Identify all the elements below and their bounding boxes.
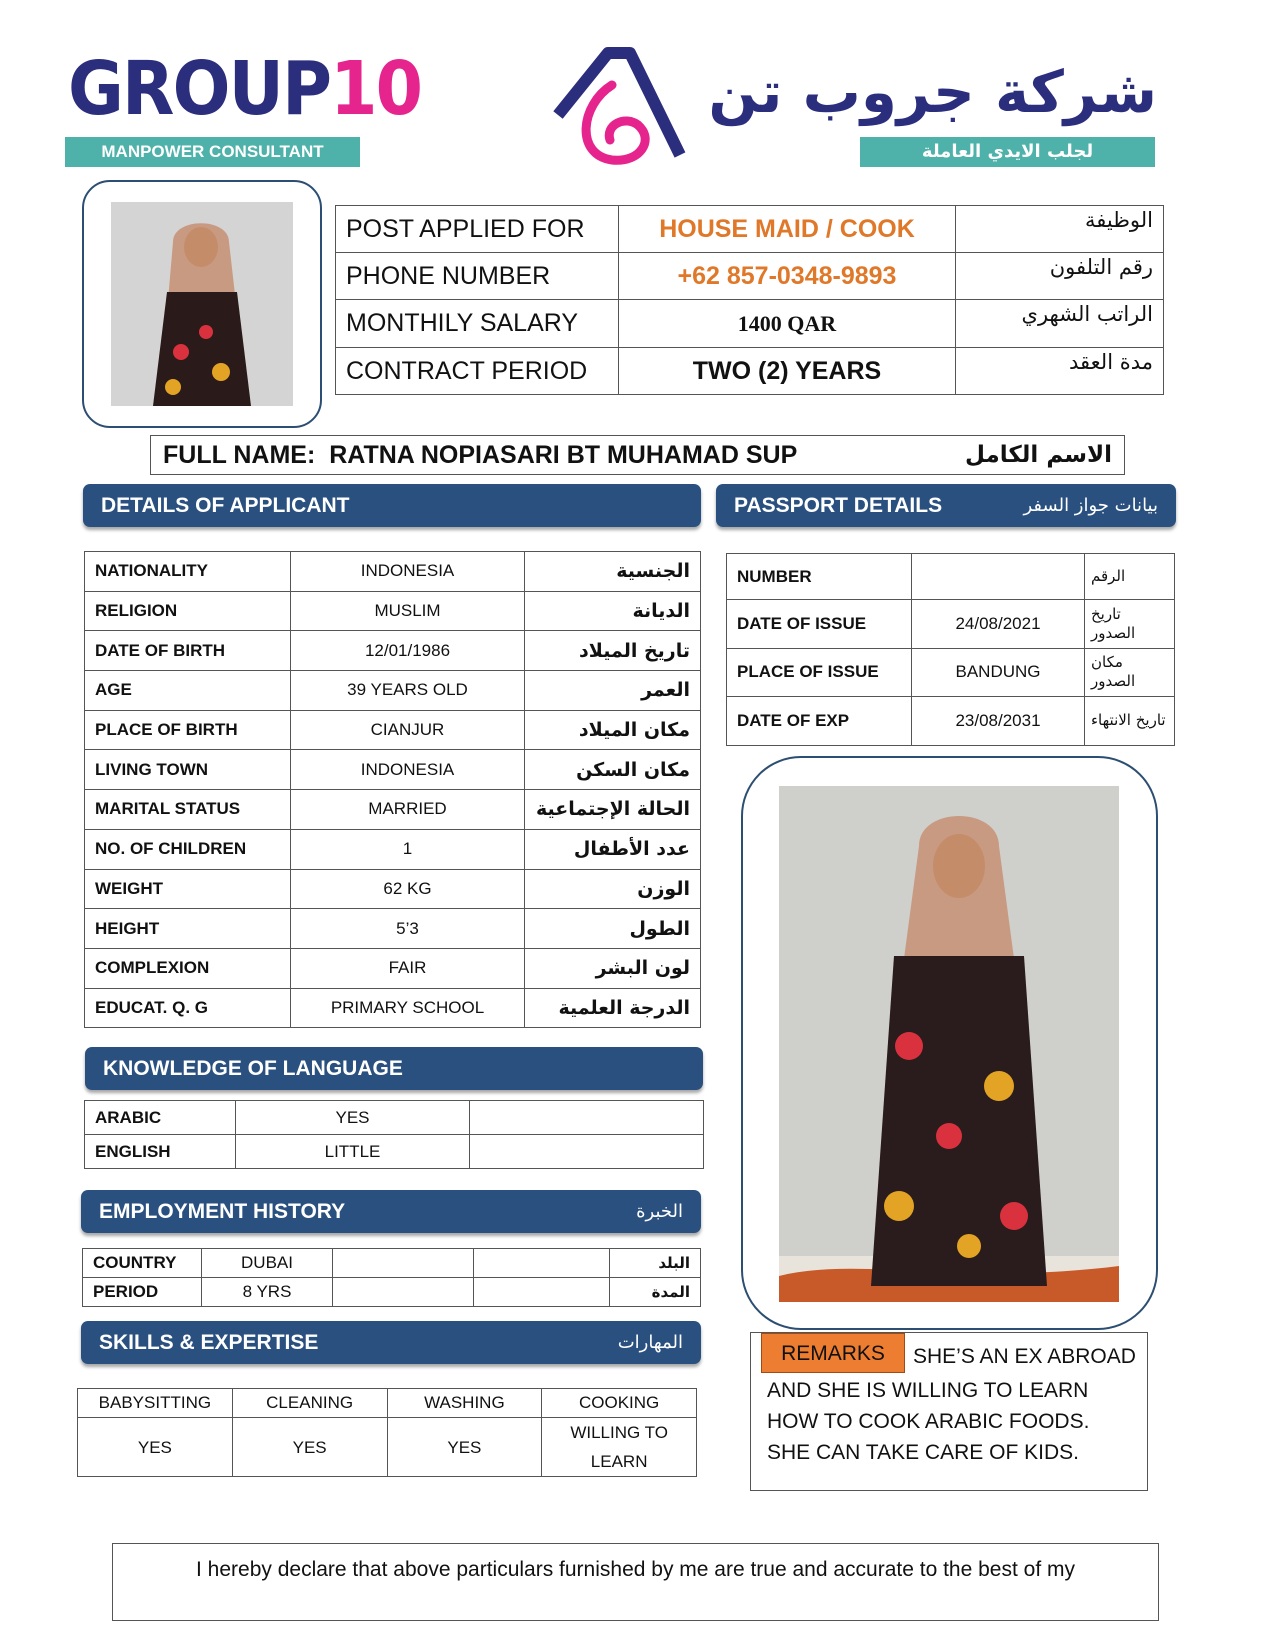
remarks-label: REMARKS: [761, 1333, 905, 1373]
language-title: KNOWLEDGE OF LANGUAGE: [103, 1056, 403, 1080]
details-label-ar: العمر: [525, 671, 701, 711]
details-value: INDONESIA: [291, 552, 525, 592]
post-label: MONTHILY SALARY: [336, 300, 619, 348]
details-value: 39 YEARS OLD: [291, 671, 525, 711]
employment-value: DUBAI: [202, 1249, 333, 1278]
employment-empty-cell: [474, 1278, 610, 1307]
passport-label: DATE OF ISSUE: [727, 600, 912, 649]
details-label: DATE OF BIRTH: [85, 631, 291, 671]
arabic-tagline: لجلب الايدي العاملة: [921, 141, 1094, 162]
post-label-ar: الوظيفة: [956, 206, 1164, 253]
details-row: [85, 631, 701, 671]
full-name-value: RATNA NOPIASARI BT MUHAMAD SUP: [329, 440, 798, 469]
employment-label-ar: البلد: [610, 1249, 701, 1278]
employment-label: COUNTRY: [83, 1249, 202, 1278]
language-empty-cell: [470, 1101, 704, 1135]
passport-label-ar: الرقم: [1085, 554, 1175, 600]
details-label-ar: الجنسية: [525, 552, 701, 592]
details-label-ar: مكان السكن: [525, 750, 701, 790]
passport-label-ar: مكان الصدور: [1085, 648, 1175, 697]
group10-logo: [68, 46, 422, 132]
small-photo-frame: [82, 180, 322, 428]
details-label: HEIGHT: [85, 909, 291, 949]
details-row: [85, 671, 701, 711]
skill-name: COOKING: [542, 1389, 697, 1418]
employment-row: [83, 1249, 701, 1278]
passport-row: [727, 697, 1175, 746]
passport-label: NUMBER: [727, 554, 912, 600]
details-value: FAIR: [291, 948, 525, 988]
employment-label-ar: المدة: [610, 1278, 701, 1307]
logo-text: GROUP: [68, 46, 331, 132]
skills-title: SKILLS & EXPERTISE: [99, 1330, 319, 1354]
post-row: [336, 253, 1164, 300]
details-row: [85, 790, 701, 830]
post-row: [336, 206, 1164, 253]
details-label: LIVING TOWN: [85, 750, 291, 790]
details-value: PRIMARY SCHOOL: [291, 988, 525, 1028]
declaration-box: [112, 1543, 1159, 1621]
skills-table: [77, 1388, 697, 1477]
skills-value-row: [78, 1418, 697, 1477]
passport-header: [716, 484, 1176, 527]
details-label-ar: لون البشر: [525, 948, 701, 988]
passport-title-ar: بيانات جواز السفر: [1023, 495, 1158, 516]
post-label-ar: رقم التلفون: [956, 253, 1164, 300]
details-table: [84, 551, 701, 1028]
details-label-ar: تاريخ الميلاد: [525, 631, 701, 671]
employment-label: PERIOD: [83, 1278, 202, 1307]
applicant-photo-small: [111, 202, 293, 406]
passport-value: 24/08/2021: [912, 600, 1085, 649]
passport-label: DATE OF EXP: [727, 697, 912, 746]
full-name-ar: الاسم الكامل: [965, 442, 1112, 468]
details-label-ar: الديانة: [525, 591, 701, 631]
employment-table: [82, 1248, 701, 1307]
details-label: PLACE OF BIRTH: [85, 710, 291, 750]
employment-header: [81, 1190, 701, 1233]
passport-row: [727, 554, 1175, 600]
tagline: MANPOWER CONSULTANT: [101, 142, 324, 161]
post-label: POST APPLIED FOR: [336, 206, 619, 253]
remarks-first-line: SHE’S AN EX ABROAD: [913, 1345, 1136, 1368]
details-row: [85, 591, 701, 631]
details-row: [85, 988, 701, 1028]
post-label: PHONE NUMBER: [336, 253, 619, 300]
skill-value: YES: [232, 1418, 387, 1477]
passport-value: [912, 554, 1085, 600]
passport-value: 23/08/2031: [912, 697, 1085, 746]
details-label: EDUCAT. Q. G: [85, 988, 291, 1028]
skill-name: CLEANING: [232, 1389, 387, 1418]
post-label: CONTRACT PERIOD: [336, 348, 619, 395]
full-name-text: [163, 441, 797, 470]
details-value: CIANJUR: [291, 710, 525, 750]
post-row: [336, 300, 1164, 348]
passport-label-ar: تاريخ الانتهاء: [1085, 697, 1175, 746]
passport-row: [727, 648, 1175, 697]
employment-title-ar: الخبرة: [636, 1201, 683, 1222]
details-title: DETAILS OF APPLICANT: [101, 493, 350, 517]
details-value: 12/01/1986: [291, 631, 525, 671]
details-header: [83, 484, 701, 527]
employment-row: [83, 1278, 701, 1307]
skill-value: YES: [387, 1418, 542, 1477]
employment-title: EMPLOYMENT HISTORY: [99, 1199, 346, 1223]
employment-empty-cell: [474, 1249, 610, 1278]
details-row: [85, 552, 701, 592]
tagline-band: [65, 137, 360, 167]
details-value: 1: [291, 829, 525, 869]
language-row: [85, 1101, 704, 1135]
language-row: [85, 1135, 704, 1169]
language-value: LITTLE: [236, 1135, 470, 1169]
post-row: [336, 348, 1164, 395]
full-name-box: [150, 435, 1125, 475]
details-label-ar: الحالة الإجتماعية: [525, 790, 701, 830]
details-row: [85, 710, 701, 750]
passport-label-ar: تاريخ الصدور: [1085, 600, 1175, 649]
language-table: [84, 1100, 704, 1169]
details-row: [85, 869, 701, 909]
passport-title: PASSPORT DETAILS: [734, 493, 943, 517]
employment-empty-cell: [333, 1278, 474, 1307]
passport-row: [727, 600, 1175, 649]
remarks-box: [750, 1332, 1148, 1491]
employment-value: 8 YRS: [202, 1278, 333, 1307]
post-label-ar: مدة العقد: [956, 348, 1164, 395]
details-row: [85, 909, 701, 949]
post-value: TWO (2) YEARS: [619, 348, 956, 395]
details-label-ar: الدرجة العلمية: [525, 988, 701, 1028]
details-label-ar: الوزن: [525, 869, 701, 909]
details-label-ar: الطول: [525, 909, 701, 949]
language-value: YES: [236, 1101, 470, 1135]
skill-value: WILLING TO LEARN: [542, 1418, 697, 1477]
full-name-label: FULL NAME:: [163, 440, 316, 469]
details-label: COMPLEXION: [85, 948, 291, 988]
language-header: [85, 1047, 703, 1090]
passport-value: BANDUNG: [912, 648, 1085, 697]
language-label: ENGLISH: [85, 1135, 236, 1169]
details-label: AGE: [85, 671, 291, 711]
details-row: [85, 829, 701, 869]
arabic-brand-name: شركة جروب تن: [708, 58, 1157, 126]
logo-number: 10: [330, 46, 422, 132]
details-label: NO. OF CHILDREN: [85, 829, 291, 869]
details-label-ar: عدد الأطفال: [525, 829, 701, 869]
declaration-text: I hereby declare that above particulars furnished by me are true and accurate to the best of my: [196, 1558, 1075, 1581]
details-label: RELIGION: [85, 591, 291, 631]
post-value: 1400 QAR: [619, 300, 956, 348]
post-value: +62 857-0348-9893: [619, 253, 956, 300]
post-label-ar: الراتب الشهري: [956, 300, 1164, 348]
arabic-tagline-band: [860, 137, 1155, 167]
remarks-text: AND SHE IS WILLING TO LEARN HOW TO COOK ARABIC FOODS. SHE CAN TAKE CARE OF KIDS.: [767, 1379, 1090, 1464]
details-value: MARRIED: [291, 790, 525, 830]
details-value: 5’3: [291, 909, 525, 949]
details-value: INDONESIA: [291, 750, 525, 790]
passport-label: PLACE OF ISSUE: [727, 648, 912, 697]
details-label: MARITAL STATUS: [85, 790, 291, 830]
person-figure-icon: [111, 202, 293, 406]
applicant-photo-large: [779, 786, 1119, 1302]
skill-value: YES: [78, 1418, 233, 1477]
person-full-figure-icon: [779, 786, 1119, 1302]
details-value: 62 KG: [291, 869, 525, 909]
details-value: MUSLIM: [291, 591, 525, 631]
details-row: [85, 948, 701, 988]
post-table: [335, 205, 1164, 395]
large-photo-frame: [741, 756, 1158, 1330]
skill-name: BABYSITTING: [78, 1389, 233, 1418]
skill-name: WASHING: [387, 1389, 542, 1418]
center-logo-icon: [550, 45, 690, 165]
skills-header-row: [78, 1389, 697, 1418]
post-value: HOUSE MAID / COOK: [619, 206, 956, 253]
language-empty-cell: [470, 1135, 704, 1169]
details-row: [85, 750, 701, 790]
skills-title-ar: المهارات: [617, 1332, 683, 1353]
employment-empty-cell: [333, 1249, 474, 1278]
details-label-ar: مكان الميلاد: [525, 710, 701, 750]
details-label: WEIGHT: [85, 869, 291, 909]
passport-table: [726, 553, 1175, 746]
language-label: ARABIC: [85, 1101, 236, 1135]
skills-header: [81, 1321, 701, 1364]
details-label: NATIONALITY: [85, 552, 291, 592]
